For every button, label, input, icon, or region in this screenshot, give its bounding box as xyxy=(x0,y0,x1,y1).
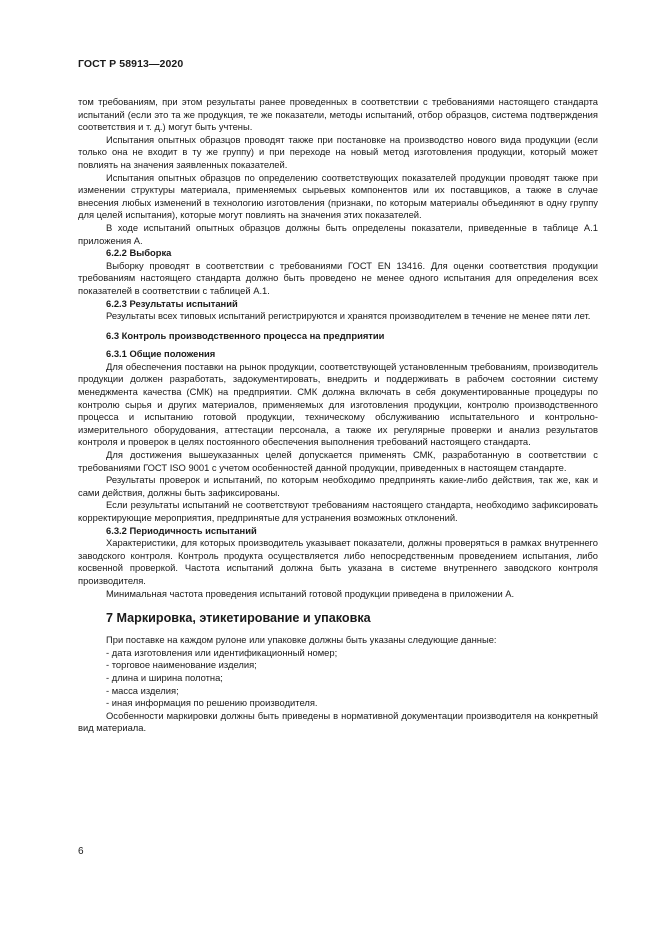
list-item: - масса изделия; xyxy=(106,684,179,696)
section-heading-6-3: 6.3 Контроль производственного процесса на предприятии xyxy=(106,329,385,341)
paragraph: В ходе испытаний опытных образцов должны быть определены показатели, приведенные в таблице А.1 приложения А. xyxy=(78,221,598,246)
paragraph: Характеристики, для которых производитель указывает показатели, должны проверяться в рамках внутреннего заводского контроля. Контроль продукта осуществляется либо непосредственным проведением испытания, либо косвенной проверкой. Частота испытаний должна быть указана в системе внутреннего заводского контроля производителя. xyxy=(78,537,598,586)
section-heading-6-2-3: 6.2.3 Результаты испытаний xyxy=(106,297,238,309)
paragraph: Особенности маркировки должны быть приведены в нормативной документации производителя на конкретный вид материала. xyxy=(78,709,598,734)
paragraph: Если результаты испытаний не соответствуют требованиям настоящего стандарта, необходимо зафиксировать корректирующие мероприятия, предпринятые для устранения возможных отклонений. xyxy=(78,499,598,523)
page-number: 6 xyxy=(78,846,84,857)
section-heading-6-2-2: 6.2.2 Выборка xyxy=(106,247,172,259)
paragraph: Результаты всех типовых испытаний регистрируются и хранятся производителем в течение не менее пяти лет. xyxy=(106,310,591,322)
list-item: - торговое наименование изделия; xyxy=(106,659,257,671)
paragraph: При поставке на каждом рулоне или упаковке должны быть указаны следующие данные: xyxy=(106,634,497,646)
paragraph: Для достижения вышеуказанных целей допускается применять СМК, разработанную в соответствии с требованиями ГОСТ ISO 9001 с учетом особенностей данной продукции, приведенных в настоящем стандарте. xyxy=(78,449,598,473)
section-heading-7: 7 Маркировка, этикетирование и упаковка xyxy=(106,611,371,626)
section-heading-6-3-2: 6.3.2 Периодичность испытаний xyxy=(106,524,257,536)
list-item: - длина и ширина полотна; xyxy=(106,671,223,683)
document-header: ГОСТ Р 58913—2020 xyxy=(78,58,184,70)
list-item: - дата изготовления или идентификационный номер; xyxy=(106,646,338,658)
list-item: - иная информация по решению производителя. xyxy=(106,697,318,709)
paragraph: Испытания опытных образцов по определению соответствующих показателей продукции проводят также при изменении структуры материала, применяемых сырьевых компонентов или их поставщиков, а также в случае внесения любых изменений в технологию изготовления (признаки, по которым материалы объединяют в одну группу для целей испытания), которые могут повлиять на значения этих показателей. xyxy=(78,171,598,221)
paragraph: Минимальная частота проведения испытаний готовой продукции приведена в приложении А. xyxy=(106,587,515,599)
section-heading-6-3-1: 6.3.1 Общие положения xyxy=(106,348,216,360)
paragraph: Выборку проводят в соответствии с требованиями ГОСТ EN 13416. Для оценки соответствия продукции требованиям настоящего стандарта должно быть проведено не менее одного испытания для определения всех показателей в соответствии с таблицей А.1. xyxy=(78,259,598,296)
paragraph: Результаты проверок и испытаний, по которым необходимо предпринять какие-либо действия, так же, как и сами действия, должны быть зафиксированы. xyxy=(78,474,598,498)
paragraph: Для обеспечения поставки на рынок продукции, соответствующей установленным требованиям, производитель продукции должен разработать, задокументировать, внедрить и поддерживать в рабочем состоянии систему менеджмента качества (СМК) на предприятии. СМК должна включать в себя документированные процедуры по контролю сырья и других материалов, применяемых для изготовления продукции, контролю производственного процесса и испытанию готовой продукции, техническому обслуживанию испытательного и контрольно-измерительного оборудования, аттестации персонала, а также их регулярные проверки и анализ результатов контроля и проверок в целях постоянного обеспечения выполнения требований настоящего стандарта. xyxy=(78,360,598,448)
paragraph: том требованиям, при этом результаты ранее проведенных в соответствии с требованиями настоящего стандарта испытаний (если это та же продукция, те же показатели, методы испытаний, отбор образцов, система подтверждения соответствия и т. д.) могут быть учтены. xyxy=(78,96,598,133)
paragraph: Испытания опытных образцов проводят также при постановке на производство нового вида продукции (если только она не входит в ту же группу) и при переходе на новый метод изготовления продукции, который может повлиять на значения заявленных показателей. xyxy=(78,133,598,170)
document-body xyxy=(78,96,598,735)
